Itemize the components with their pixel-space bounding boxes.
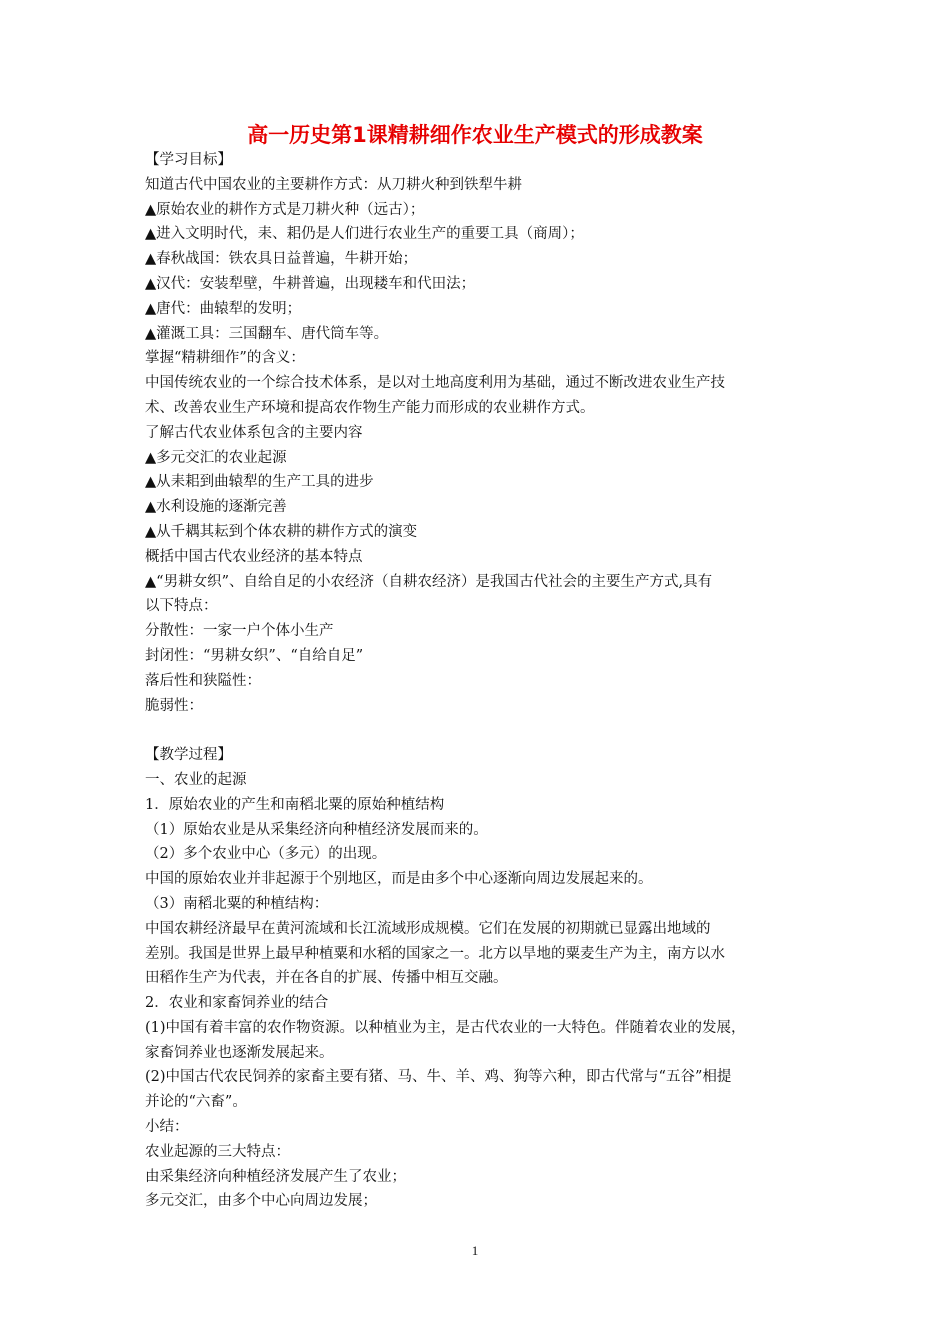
page-number: 1 xyxy=(471,1243,479,1258)
text-line: （3）南稻北粟的种植结构： xyxy=(145,895,329,912)
text-line: ▲汉代：安装犁壁，牛耕普遍，出现耧车和代田法； xyxy=(145,275,476,292)
text-line: 差别。我国是世界上最早种植粟和水稻的国家之一。北方以旱地的粟麦生产为主，南方以水 xyxy=(145,945,725,962)
text-line: 分散性：一家一户个体小生产 xyxy=(145,623,334,640)
text-line: 农业起源的三大特点： xyxy=(145,1143,290,1160)
text-line: 中国的原始农业并非起源于个别地区，而是由多个中心逐渐向周边发展起来的。 xyxy=(145,871,653,888)
text-line: 【学习目标】 xyxy=(145,152,232,168)
text-line: 封闭性：“男耕女织”、“自给自足” xyxy=(145,647,364,664)
blank-line xyxy=(145,718,815,743)
text-line: 小结： xyxy=(145,1119,189,1136)
text-line: 多元交汇，由多个中心向周边发展； xyxy=(145,1193,377,1210)
text-line: 田稻作生产为代表，并在各自的扩展、传播中相互交融。 xyxy=(145,970,508,987)
text-line: 一、农业的起源 xyxy=(145,771,247,788)
text-line: （1）原始农业是从采集经济向种植经济发展而来的。 xyxy=(145,821,488,838)
text-line: (2)中国古代农民饲养的家畜主要有猪、马、牛、羊、鸡、狗等六种，即古代常与“五谷”相提 xyxy=(145,1069,732,1086)
text-line: 并论的“六畜”。 xyxy=(145,1094,247,1111)
text-line: 中国传统农业的一个综合技术体系，是以对土地高度利用为基础，通过不断改进农业生产技 xyxy=(145,375,725,392)
text-line: ▲从千耦其耘到个体农耕的耕作方式的演变 xyxy=(145,523,418,540)
text-line: (1)中国有着丰富的农作物资源。以种植业为主，是古代农业的一大特色。伴随着农业的发展， xyxy=(145,1019,746,1036)
text-line: 术、改善农业生产环境和提高农作物生产能力而形成的农业耕作方式。 xyxy=(145,399,595,416)
text-line: 由采集经济向种植经济发展产生了农业； xyxy=(145,1168,406,1185)
text-line: ▲“男耕女织”、自给自足的小农经济（自耕农经济）是我国古代社会的主要生产方式,具有 xyxy=(145,573,713,590)
text-line: ▲唐代：曲辕犁的发明； xyxy=(145,300,302,317)
text-line: 知道古代中国农业的主要耕作方式：从刀耕火种到铁犁牛耕 xyxy=(145,176,522,193)
text-line: 掌握“精耕细作”的含义： xyxy=(145,350,305,367)
text-line: 2．农业和家畜饲养业的结合 xyxy=(145,995,329,1012)
text-line: ▲多元交汇的农业起源 xyxy=(145,449,287,466)
document-title: 高一历史第1课精耕细作农业生产模式的形成教案 xyxy=(247,123,703,147)
document-body xyxy=(145,148,815,1214)
text-line: ▲春秋战国：铁农具日益普遍，牛耕开始； xyxy=(145,251,418,268)
text-line: ▲原始农业的耕作方式是刀耕火种（远古）； xyxy=(145,201,425,218)
text-line: 家畜饲养业也逐渐发展起来。 xyxy=(145,1044,334,1061)
text-line: （2）多个农业中心（多元）的出现。 xyxy=(145,846,387,863)
text-line: ▲从耒耜到曲辕犁的生产工具的进步 xyxy=(145,474,374,491)
text-line: ▲灌溉工具：三国翻车、唐代筒车等。 xyxy=(145,325,389,342)
text-line: 脆弱性： xyxy=(145,697,203,714)
text-line: 【教学过程】 xyxy=(145,747,232,764)
text-line: 中国农耕经济最早在黄河流域和长江流域形成规模。它们在发展的初期就已显露出地域的 xyxy=(145,920,711,937)
text-line: 以下特点： xyxy=(145,598,218,615)
text-line: ▲水利设施的逐渐完善 xyxy=(145,499,287,516)
text-line: ▲进入文明时代，耒、耜仍是人们进行农业生产的重要工具（商周）； xyxy=(145,226,584,243)
text-line: 落后性和狭隘性： xyxy=(145,672,261,689)
text-line: 1．原始农业的产生和南稻北粟的原始种植结构 xyxy=(145,796,445,813)
text-line: 概括中国古代农业经济的基本特点 xyxy=(145,548,363,565)
text-line: 了解古代农业体系包含的主要内容 xyxy=(145,424,363,441)
